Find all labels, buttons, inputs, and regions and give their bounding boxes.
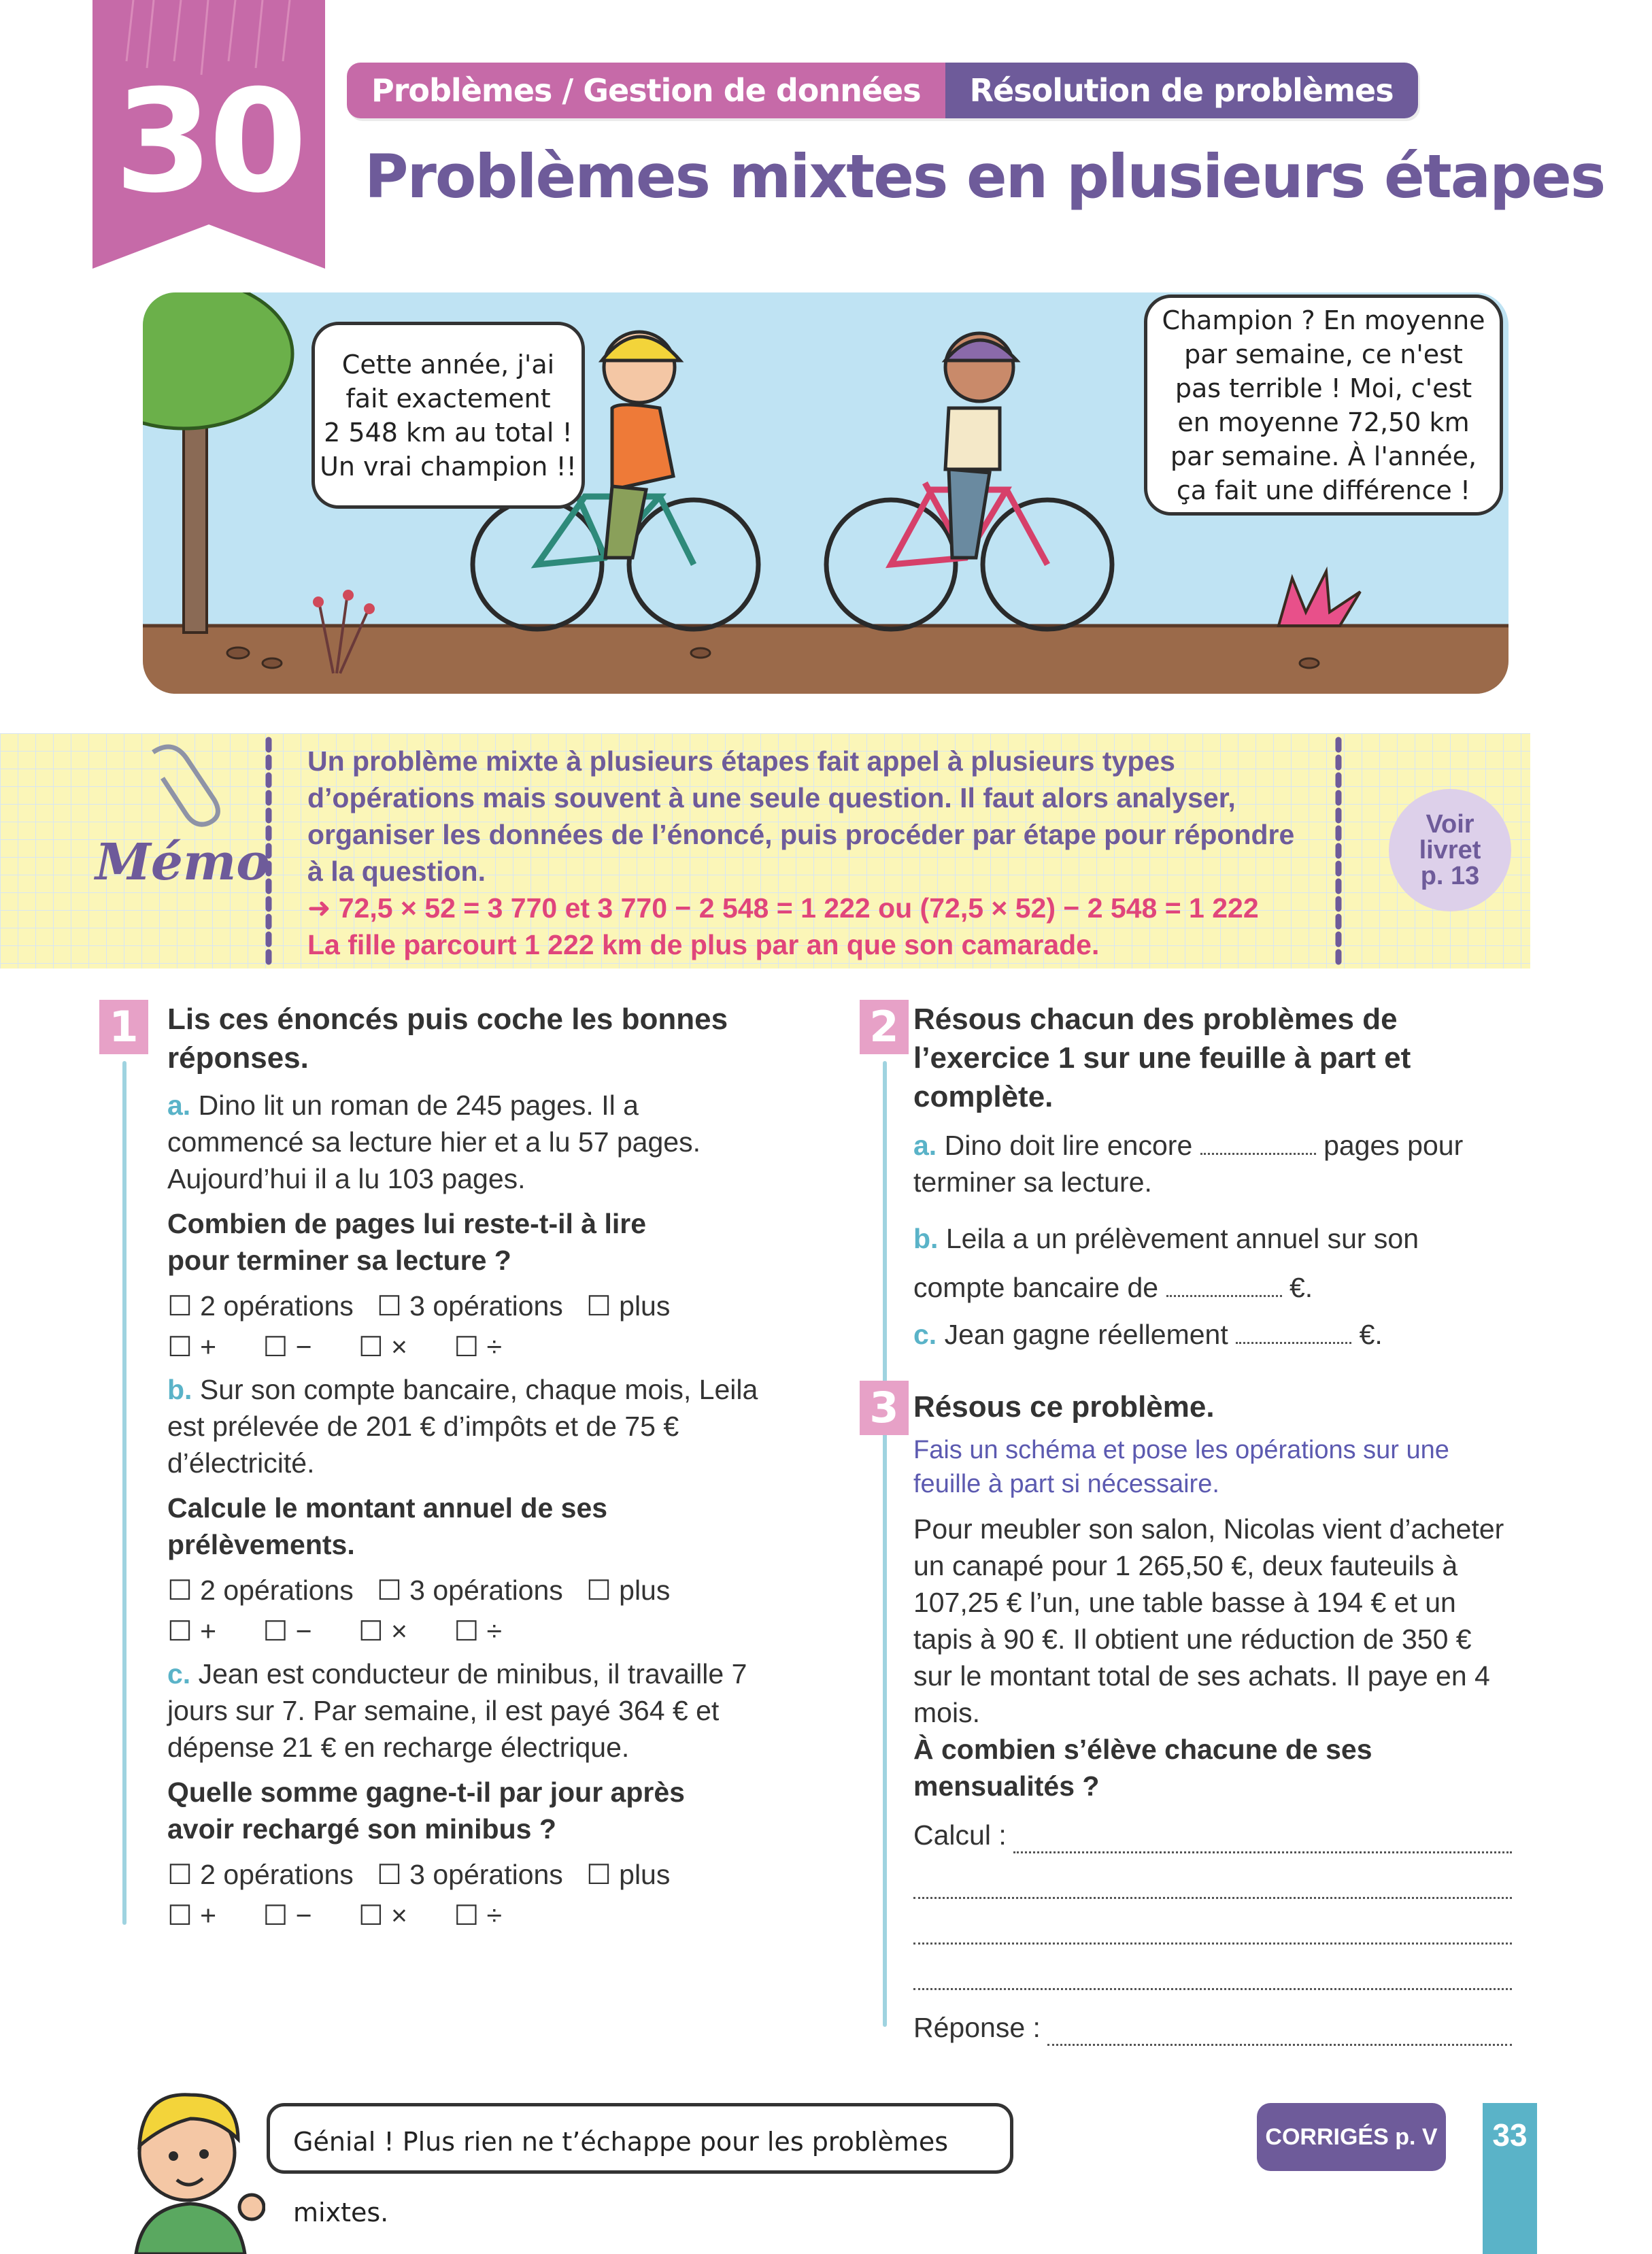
options-row-ops[interactable] bbox=[167, 1854, 766, 1895]
memo-line: à la question. bbox=[307, 856, 486, 887]
bubble-line: par semaine, ce n'est bbox=[1184, 339, 1463, 369]
answer-field[interactable] bbox=[1200, 1132, 1316, 1155]
exercise-1c-text bbox=[167, 1655, 766, 1766]
item-text: Jean gagne réellement bbox=[944, 1319, 1228, 1350]
footer-speech-bubble: Génial ! Plus rien ne t’échappe pour les problèmes mixtes. bbox=[267, 2103, 1013, 2174]
answer-field[interactable] bbox=[913, 1915, 1512, 1945]
checkbox-mul[interactable]: ☐ × bbox=[358, 1331, 407, 1362]
exercise-3 bbox=[913, 1387, 1525, 2046]
exercise-2b bbox=[913, 1214, 1512, 1312]
calc-line bbox=[913, 1817, 1525, 1853]
answer-label: Réponse : bbox=[913, 2012, 1041, 2043]
category-tags bbox=[347, 63, 1418, 118]
child-character bbox=[116, 2078, 265, 2254]
memo-label: Mémo bbox=[95, 833, 270, 892]
exercise-1-number: 1 bbox=[99, 1000, 148, 1054]
answer-field[interactable] bbox=[913, 1961, 1512, 1990]
checkbox-div[interactable]: ☐ ÷ bbox=[454, 1331, 503, 1362]
tag-secondary: Résolution de problèmes bbox=[945, 63, 1418, 118]
voir-livret-badge[interactable] bbox=[1389, 789, 1511, 911]
item-text: pages pour terminer sa lecture. bbox=[913, 1130, 1464, 1198]
checkbox-3-ops[interactable]: ☐ 3 opérations bbox=[377, 1575, 563, 1606]
item-label: b. bbox=[913, 1223, 939, 1254]
checkbox-sub[interactable]: ☐ − bbox=[263, 1615, 312, 1647]
bubble-line: par semaine. À l'année, bbox=[1170, 441, 1477, 471]
memo-example: ➜ 72,5 × 52 = 3 770 et 3 770 − 2 548 = 1 222 ou (72,5 × 52) − 2 548 = 1 222 bbox=[307, 892, 1259, 924]
exercise-1c-question: Quelle somme gagne-t-il par jour après avoir rechargé son minibus ? bbox=[167, 1777, 685, 1845]
exercise-1b-question: Calcule le montant annuel de ses prélèvements. bbox=[167, 1492, 608, 1560]
exercise-3-text: Pour meubler son salon, Nicolas vient d’acheter un canapé pour 1 265,50 €, deux fauteuils à 107,25 € l’un, une table basse à 194 € et un tapis à 90 €. Il obtient une réduction de 350 € sur le montant total de ses achats. Il paye en 4 mois. bbox=[913, 1513, 1504, 1728]
checkbox-2-ops[interactable]: ☐ 2 opérations bbox=[167, 1859, 354, 1890]
bubble-line: pas terrible ! Moi, c'est bbox=[1175, 373, 1472, 403]
exercise-3-number: 3 bbox=[860, 1381, 909, 1435]
checkbox-3-ops[interactable]: ☐ 3 opérations bbox=[377, 1290, 563, 1322]
checkbox-2-ops[interactable]: ☐ 2 opérations bbox=[167, 1290, 354, 1322]
checkbox-mul[interactable]: ☐ × bbox=[358, 1615, 407, 1647]
answer-field[interactable] bbox=[1013, 1831, 1512, 1853]
answer-line bbox=[913, 2009, 1525, 2046]
item-label: c. bbox=[913, 1319, 937, 1350]
bubble-line: en moyenne 72,50 km bbox=[1177, 407, 1470, 437]
exercise-1a-text bbox=[167, 1087, 766, 1197]
checkbox-3-ops[interactable]: ☐ 3 opérations bbox=[377, 1859, 563, 1890]
exercise-3-instruction: Résous ce problème. bbox=[913, 1390, 1215, 1424]
options-row-signs[interactable] bbox=[167, 1326, 766, 1367]
memo-line: Un problème mixte à plusieurs étapes fait appel à plusieurs types bbox=[307, 745, 1175, 777]
tag-primary: Problèmes / Gestion de données bbox=[347, 63, 945, 118]
bubble-line: ça fait une différence ! bbox=[1176, 475, 1471, 505]
checkbox-plus[interactable]: ☐ plus bbox=[586, 1290, 671, 1322]
answer-field[interactable] bbox=[1166, 1275, 1282, 1297]
corriges-link[interactable]: CORRIGÉS p. V bbox=[1257, 2103, 1446, 2171]
exercise-2-number: 2 bbox=[860, 1000, 909, 1054]
item-text: Jean est conducteur de minibus, il travaille 7 jours sur 7. Par semaine, il est payé 364 € et dépense 21 € en recharge électrique. bbox=[167, 1658, 747, 1763]
checkbox-2-ops[interactable]: ☐ 2 opérations bbox=[167, 1575, 354, 1606]
options-row-ops[interactable] bbox=[167, 1285, 766, 1326]
checkbox-add[interactable]: ☐ + bbox=[167, 1331, 217, 1362]
bubble-line: 2 548 km au total ! bbox=[324, 417, 573, 448]
memo-line: organiser les données de l’énoncé, puis procéder par étape pour répondre bbox=[307, 819, 1295, 850]
checkbox-sub[interactable]: ☐ − bbox=[263, 1331, 312, 1362]
options-row-ops[interactable] bbox=[167, 1570, 766, 1611]
exercise-2c bbox=[913, 1316, 1525, 1353]
lesson-number: 30 bbox=[114, 60, 303, 224]
exercise-1 bbox=[167, 1000, 766, 1936]
exercise-1b-text bbox=[167, 1371, 766, 1481]
checkbox-add[interactable]: ☐ + bbox=[167, 1615, 217, 1647]
checkbox-plus[interactable]: ☐ plus bbox=[586, 1859, 671, 1890]
exercise-1-bar bbox=[122, 1061, 127, 1925]
voir-line: p. 13 bbox=[1420, 862, 1480, 890]
exercise-2-bar bbox=[883, 1061, 887, 2027]
calc-label: Calcul : bbox=[913, 1819, 1007, 1851]
bubble-line: Un vrai champion !! bbox=[320, 451, 577, 482]
memo-line: d’opérations mais souvent à une seule question. Il faut alors analyser, bbox=[307, 782, 1236, 813]
exercise-3-hint: Fais un schéma et pose les opérations sur une feuille à part si nécessaire. bbox=[913, 1436, 1449, 1498]
voir-line: Voir bbox=[1426, 810, 1474, 839]
item-label: c. bbox=[167, 1658, 191, 1689]
checkbox-div[interactable]: ☐ ÷ bbox=[454, 1900, 503, 1931]
exercise-2 bbox=[913, 1000, 1525, 1353]
exercise-1a-question: Combien de pages lui reste-t-il à lire pour terminer sa lecture ? bbox=[167, 1208, 647, 1276]
voir-line: livret bbox=[1419, 836, 1481, 864]
answer-field[interactable] bbox=[1236, 1322, 1351, 1344]
page-title: Problèmes mixtes en plusieurs étapes bbox=[365, 141, 1605, 212]
item-text: €. bbox=[1359, 1319, 1383, 1350]
checkbox-plus[interactable]: ☐ plus bbox=[586, 1575, 671, 1606]
exercise-3-question: À combien s’élève chacune de ses mensualités ? bbox=[913, 1734, 1372, 1802]
exercise-2a bbox=[913, 1127, 1498, 1200]
item-text: Sur son compte bancaire, chaque mois, Leila est prélevée de 201 € d’impôts et de 75 € d’électricité. bbox=[167, 1374, 758, 1479]
memo-text bbox=[307, 743, 1355, 963]
bubble-line: Champion ? En moyenne bbox=[1162, 305, 1485, 335]
checkbox-mul[interactable]: ☐ × bbox=[358, 1900, 407, 1931]
checkbox-div[interactable]: ☐ ÷ bbox=[454, 1615, 503, 1647]
memo-example: La fille parcourt 1 222 km de plus par an que son camarade. bbox=[307, 929, 1100, 960]
speech-bubble-girl bbox=[1144, 295, 1503, 516]
answer-field[interactable] bbox=[913, 1870, 1512, 1899]
answer-field[interactable] bbox=[1047, 2023, 1512, 2046]
checkbox-add[interactable]: ☐ + bbox=[167, 1900, 217, 1931]
item-text: Dino lit un roman de 245 pages. Il a commencé sa lecture hier et a lu 57 pages. Aujourd’hui il a lu 103 pages. bbox=[167, 1090, 701, 1194]
options-row-signs[interactable] bbox=[167, 1611, 766, 1651]
item-text: Leila a un prélèvement annuel sur son compte bancaire de bbox=[913, 1223, 1419, 1303]
item-text: Dino doit lire encore bbox=[944, 1130, 1193, 1161]
item-label: a. bbox=[167, 1090, 191, 1121]
options-row-signs[interactable] bbox=[167, 1895, 766, 1936]
item-label: b. bbox=[167, 1374, 192, 1405]
bubble-line: Cette année, j'ai bbox=[341, 349, 555, 380]
bubble-line: fait exactement bbox=[345, 383, 551, 414]
item-label: a. bbox=[913, 1130, 937, 1161]
item-text: €. bbox=[1289, 1272, 1313, 1303]
page-number: 33 bbox=[1483, 2103, 1537, 2254]
exercise-2-instruction: Résous chacun des problèmes de l’exercice 1 sur une feuille à part et complète. bbox=[913, 1003, 1411, 1113]
exercise-1-instruction: Lis ces énoncés puis coche les bonnes réponses. bbox=[167, 1003, 728, 1075]
checkbox-sub[interactable]: ☐ − bbox=[263, 1900, 312, 1931]
speech-bubble-boy bbox=[311, 322, 585, 509]
